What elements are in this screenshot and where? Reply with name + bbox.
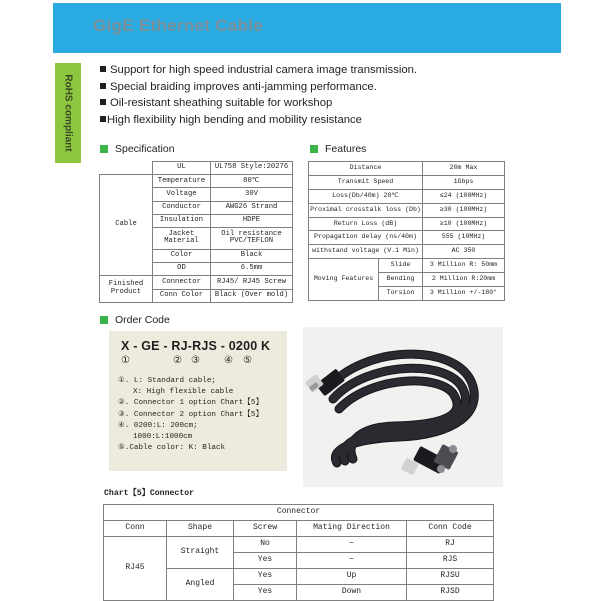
- chart5-code: RJSU: [407, 569, 494, 585]
- spec-value: RJ45/ RJ45 Screw: [211, 276, 293, 289]
- page-title: GigE Ethernet Cable: [93, 16, 264, 35]
- chart5-label: Chart【5】Connector: [104, 489, 195, 498]
- spec-value-line1: Oil resistance: [221, 229, 282, 238]
- spec-value: [211, 227, 293, 249]
- spec-label: Temperature: [153, 175, 211, 188]
- square-bullet-icon: [100, 83, 106, 89]
- spec-label: Conn Color: [153, 289, 211, 302]
- highlights-list: [100, 64, 500, 130]
- specification-heading: [100, 143, 175, 155]
- spec-label: Conductor: [153, 201, 211, 214]
- cable-illustration: [303, 327, 503, 487]
- order-code-box: [109, 331, 287, 471]
- feature-label: Transmit Speed: [309, 175, 423, 189]
- spec-value: 30V: [211, 188, 293, 201]
- specification-table: [99, 161, 293, 303]
- spec-value: 6.5mm: [211, 263, 293, 276]
- moving-feature-name: Bending: [379, 273, 423, 287]
- connector-chart-table: [103, 504, 494, 601]
- chart5-conn: RJ45: [104, 537, 167, 601]
- header-banner: [53, 3, 561, 53]
- chart5-direction: Up: [297, 569, 407, 585]
- spec-label: Voltage: [153, 188, 211, 201]
- table-row: [309, 231, 505, 245]
- moving-feature-value: 3 Million R: 50mm: [423, 259, 505, 273]
- column-header-screw: Screw: [234, 521, 297, 537]
- feature-value: AC 350: [423, 245, 505, 259]
- order-note: ⑤.Cable color: K: Black: [118, 444, 226, 453]
- chart5-title: Connector: [104, 505, 494, 521]
- order-note: ④. 0200:L: 200cm;: [118, 421, 198, 430]
- spec-value: AWG26 Strand: [211, 201, 293, 214]
- list-item-label: Special braiding improves anti-jamming performance.: [110, 80, 377, 93]
- moving-feature-name: Slide: [379, 259, 423, 273]
- list-item: [100, 81, 500, 94]
- square-bullet-icon: [100, 99, 106, 105]
- chart5-direction: −: [297, 537, 407, 553]
- green-square-icon: [310, 145, 318, 153]
- order-marker-3: ③: [191, 355, 200, 366]
- moving-feature-value: 2 Million R:20mm: [423, 273, 505, 287]
- table-row: [100, 162, 293, 175]
- spec-label: Color: [153, 249, 211, 262]
- order-note: X: High flexible cable: [133, 388, 234, 397]
- spec-value: 80℃: [211, 175, 293, 188]
- spec-label: Insulation: [153, 214, 211, 227]
- list-item-label: Support for high speed industrial camera image transmission.: [110, 64, 418, 76]
- table-row: [104, 537, 494, 553]
- order-note: 1000:L:1000cm: [133, 433, 193, 442]
- spec-value: UL758 Style:20276: [211, 162, 293, 175]
- order-marker-4: ④: [224, 355, 233, 366]
- spec-label-line2: Material: [164, 237, 199, 246]
- column-header-conn: Conn: [104, 521, 167, 537]
- feature-value: ≤24 (100MHz): [423, 189, 505, 203]
- feature-value: 555 (10MHz): [423, 231, 505, 245]
- feature-value: 1Gbps: [423, 175, 505, 189]
- chart5-screw: Yes: [234, 553, 297, 569]
- spec-label: OD: [153, 263, 211, 276]
- specification-heading-label: Specification: [115, 143, 175, 155]
- table-row: [309, 175, 505, 189]
- table-row: [309, 259, 505, 273]
- feature-label: Return Loss (dB): [309, 217, 423, 231]
- spec-group-line1: Finished: [108, 280, 144, 289]
- feature-label: Distance: [309, 162, 423, 176]
- list-item-label: High flexibility high bending and mobility resistance: [107, 113, 362, 126]
- spec-group-finished-product: [100, 276, 153, 302]
- green-square-icon: [100, 145, 108, 153]
- chart5-screw: Yes: [234, 569, 297, 585]
- features-table: [308, 161, 505, 301]
- list-item-label: Oil-resistant sheathing suitable for workshop: [110, 97, 333, 109]
- square-bullet-icon: [100, 116, 106, 122]
- feature-value: ≥30 (100MHz): [423, 203, 505, 217]
- order-code-markers: [121, 355, 281, 369]
- order-note: ③. Connector 2 option Chart【5】: [118, 410, 264, 419]
- spec-value: HDPE: [211, 214, 293, 227]
- feature-label: Proximal crosstalk loss (Db): [309, 203, 423, 217]
- list-item: [100, 114, 500, 127]
- spec-value: Black: [211, 249, 293, 262]
- column-header-mating-direction: Mating Direction: [297, 521, 407, 537]
- spec-value-line2: PVC/TEFLON: [229, 237, 274, 246]
- column-header-conn-code: Conn Code: [407, 521, 494, 537]
- chart5-code: RJ: [407, 537, 494, 553]
- table-header-row: [104, 521, 494, 537]
- table-row: [309, 217, 505, 231]
- chart5-screw: Yes: [234, 585, 297, 601]
- spec-group-line2: Product: [110, 288, 142, 296]
- features-heading: [310, 143, 366, 155]
- order-code-string: X - GE - RJ-RJS - 0200 K: [121, 339, 271, 353]
- spec-label: [153, 227, 211, 249]
- list-item: [100, 97, 500, 110]
- chart5-shape: Angled: [167, 569, 234, 601]
- order-code-notes: [118, 376, 290, 454]
- table-row: [309, 189, 505, 203]
- chart5-code: RJSD: [407, 585, 494, 601]
- feature-label: Loss(Db/40m) 20℃: [309, 189, 423, 203]
- feature-value: 20m Max: [423, 162, 505, 176]
- rohs-compliant-label: RoHS compliant: [62, 74, 74, 152]
- order-code-heading: [100, 314, 170, 326]
- table-row: [100, 276, 293, 289]
- table-row: [309, 162, 505, 176]
- chart5-screw: No: [234, 537, 297, 553]
- moving-feature-value: 3 Million +/-180°: [423, 287, 505, 301]
- green-square-icon: [100, 316, 108, 324]
- order-marker-2: ②: [173, 355, 182, 366]
- table-row: [309, 245, 505, 259]
- chart5-code: RJS: [407, 553, 494, 569]
- spec-label: UL: [153, 162, 211, 175]
- feature-label: withstand voltage (V.1 Min): [309, 245, 423, 259]
- feature-label: Propagation delay (ns/40m): [309, 231, 423, 245]
- table-row: [104, 505, 494, 521]
- moving-features-label: Moving Features: [309, 259, 379, 301]
- spec-group-blank: [100, 162, 153, 175]
- spec-group-cable: Cable: [100, 175, 153, 276]
- order-note: ②. Connector 1 option Chart【5】: [118, 399, 264, 408]
- square-bullet-icon: [100, 66, 106, 72]
- spec-label: Connector: [153, 276, 211, 289]
- list-item: [100, 64, 500, 77]
- product-photo: [303, 327, 503, 487]
- feature-value: ≥10 (100MHz): [423, 217, 505, 231]
- order-marker-1: ①: [121, 355, 130, 366]
- column-header-shape: Shape: [167, 521, 234, 537]
- chart5-direction: −: [297, 553, 407, 569]
- rohs-compliant-tab: [55, 63, 81, 163]
- table-row: [309, 203, 505, 217]
- order-marker-5: ⑤: [243, 355, 252, 366]
- spec-value: Black (Over mold): [211, 289, 293, 302]
- table-row: [100, 175, 293, 188]
- chart5-direction: Down: [297, 585, 407, 601]
- features-heading-label: Features: [325, 143, 367, 155]
- order-code-heading-label: Order Code: [115, 314, 170, 326]
- spec-label-line1: Jacket: [168, 229, 195, 238]
- moving-feature-name: Torsion: [379, 287, 423, 301]
- order-note: ①. L: Standard cable;: [118, 377, 216, 385]
- chart5-shape: Straight: [167, 537, 234, 569]
